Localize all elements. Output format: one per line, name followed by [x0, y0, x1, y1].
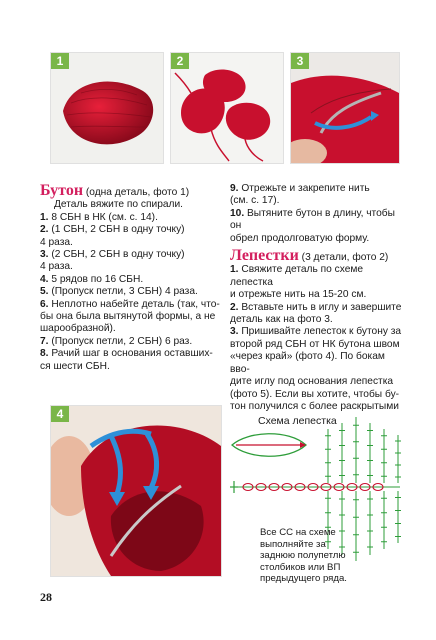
photo-2: [170, 52, 284, 164]
step-text: ся шести СБН.: [40, 360, 110, 372]
photo-number-1: 1: [51, 53, 69, 69]
right-column: [230, 183, 402, 413]
text-line: [230, 302, 402, 314]
petals-steps: [230, 264, 402, 413]
step-number: 5.: [40, 286, 49, 298]
step-number: 6.: [40, 298, 49, 310]
photo-4: [50, 405, 222, 577]
buton-heading: Бутон: [40, 182, 84, 199]
buton-note: (одна деталь, фото 1): [85, 187, 190, 198]
text-line: [40, 274, 225, 286]
photo-3: [290, 52, 400, 164]
text-line: [40, 261, 225, 273]
petal-scheme: [228, 405, 408, 595]
photo-number-2: 2: [171, 53, 189, 69]
step-number: 1.: [40, 211, 49, 223]
text-line: [40, 237, 225, 249]
step-text: Рачий шаг в основания оставших-: [51, 348, 213, 360]
buton-final-steps: [230, 183, 402, 245]
text-line: [230, 389, 402, 401]
step-text: (2 СБН, 2 СБН в одну точку): [51, 249, 185, 261]
step-text: (Пропуск петли, 3 СБН) 4 раза.: [51, 286, 198, 298]
text-line: [230, 208, 402, 233]
buton-intro: Деталь вяжите по спирали.: [54, 199, 184, 211]
text-line: [230, 233, 402, 245]
photo-number-3: 3: [291, 53, 309, 69]
step-text: Вставьте нить в иглу и завершите: [241, 301, 402, 313]
crochet-petals-image: [171, 53, 283, 163]
text-line: [40, 286, 225, 298]
text-line: [40, 224, 225, 236]
text-line: [230, 314, 402, 326]
text-line: [40, 311, 225, 323]
text-line: [230, 289, 402, 301]
step-text: дите иглу под основания лепестка: [230, 376, 394, 388]
photo-number-4: 4: [51, 406, 69, 422]
text-line: [40, 361, 225, 373]
text-line: [40, 249, 225, 261]
buton-section: [40, 182, 225, 373]
text-line: [230, 351, 402, 376]
step-text: «через край» (фото 4). По бокам вво-: [230, 351, 385, 375]
text-line: [40, 323, 225, 335]
step-text: Вытяните бутон в длину, чтобы он: [230, 207, 395, 232]
text-line: [40, 336, 225, 348]
step-text: и отрежьте нить на 15-20 см.: [230, 289, 367, 301]
step-text: тон получился с более раскрытыми: [230, 400, 399, 412]
text-line: [230, 339, 402, 351]
petals-note: (3 детали, фото 2): [301, 252, 389, 264]
step-text: Пришивайте лепесток к бутону за: [241, 326, 402, 338]
step-number: 7.: [40, 335, 49, 347]
step-text: Свяжите деталь по схеме лепестка: [230, 264, 364, 288]
text-line: [230, 195, 402, 207]
attaching-petal-image: [51, 406, 221, 576]
step-number: 3.: [40, 249, 49, 261]
step-text: 5 рядов по 16 СБН.: [51, 273, 144, 285]
step-number: 9.: [230, 183, 239, 194]
step-number: 1.: [230, 264, 239, 276]
step-text: 4 раза.: [40, 261, 73, 273]
step-number: 8.: [40, 348, 49, 360]
step-text: шарообразной).: [40, 323, 116, 335]
crochet-bud-image: [51, 53, 163, 163]
step-number: 10.: [230, 207, 245, 219]
step-number: 2.: [230, 301, 239, 313]
text-line: [40, 212, 225, 224]
step-text: деталь как на фото 3.: [230, 314, 333, 326]
sewing-petal-image: [291, 53, 399, 163]
step-text: (Пропуск петли, 2 СБН) 6 раз.: [51, 335, 193, 347]
text-line: [230, 264, 402, 289]
step-number: 4.: [40, 273, 49, 285]
step-number: 3.: [230, 326, 239, 338]
scheme-title: Схема лепестка: [258, 415, 337, 427]
step-text: Неплотно набейте деталь (так, что-: [51, 298, 220, 310]
step-number: 2.: [40, 224, 49, 236]
step-text: обрел продолговатую форму.: [230, 232, 370, 244]
text-line: [40, 299, 225, 311]
scheme-note: Все СС на схеме выполняйте за заднюю полупетлю столбиков или ВП предыдущего ряда.: [260, 527, 347, 585]
petals-heading: Лепестки: [230, 247, 299, 265]
step-text: (1 СБН, 2 СБН в одну точку): [51, 224, 185, 236]
text-line: [230, 183, 402, 195]
page-number: 28: [40, 590, 52, 604]
step-text: второй ряд СБН от НК бутона швом: [230, 338, 400, 350]
step-text: 8 СБН в НК (см. с. 14).: [51, 211, 158, 223]
step-text: 4 раза.: [40, 236, 73, 248]
step-text: (фото 5). Если вы хотите, чтобы бу-: [230, 388, 400, 400]
step-text: бы она была вытянутой формы, а не: [40, 311, 216, 323]
buton-steps: [40, 212, 225, 373]
text-line: [230, 376, 402, 388]
text-line: [40, 348, 225, 360]
text-line: [230, 326, 402, 338]
step-text: (см. с. 17).: [230, 195, 280, 207]
photo-1: [50, 52, 164, 164]
step-text: Отрежьте и закрепите нить: [241, 183, 370, 194]
